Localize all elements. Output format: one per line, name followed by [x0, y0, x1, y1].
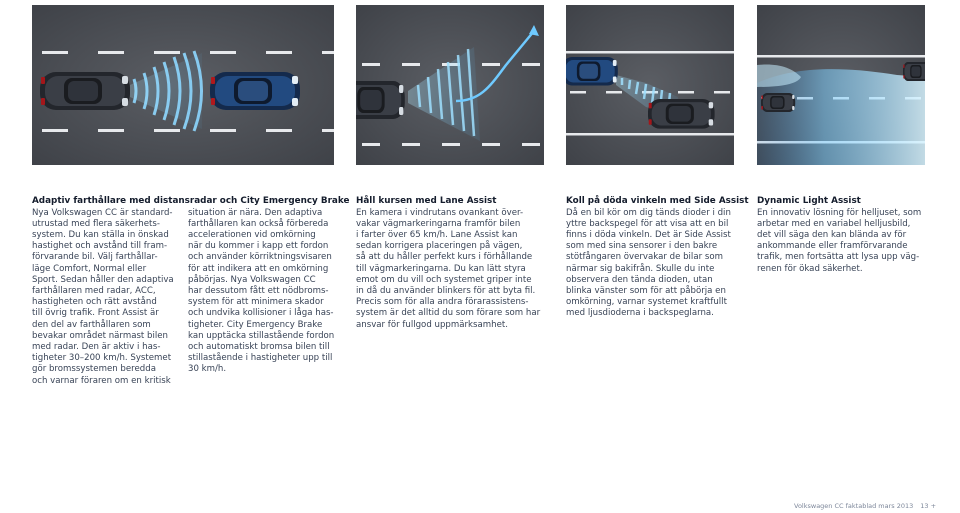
- text-line: så att du håller perfekt kurs i förhållande: [356, 252, 533, 263]
- text-line: tigheter 30–200 km/h. Systemet: [32, 353, 172, 364]
- text-line: system. Du kan ställa in önskad: [32, 229, 169, 240]
- text-line: farthållaren med radar, ACC,: [32, 285, 156, 296]
- text-line: Nya Volkswagen CC är standard-: [32, 207, 173, 218]
- page-number: 13 +: [920, 502, 937, 510]
- text-line: ankommande eller framförvarande: [757, 241, 908, 252]
- text-line: renen för ökad säkerhet.: [757, 263, 863, 274]
- text-line: ansvar för fullgod uppmärksamhet.: [356, 319, 508, 330]
- text-line: hastighet och avstånd till fram-: [32, 241, 168, 252]
- side-assist-section: [566, 196, 748, 320]
- dynamic-light-section: [757, 196, 953, 275]
- text-line: med ljusdioderna i backspeglarna.: [566, 308, 714, 319]
- text-line: emot om du vill och systemet griper inte: [356, 274, 532, 285]
- text-line: sedan korrigera placeringen på vägen,: [356, 241, 523, 252]
- text-line: och automatiskt bromsa bilen till: [188, 341, 330, 352]
- text-line: för att indikera att en omkörning: [188, 263, 329, 274]
- text-line: bevakar området närmast bilen: [32, 330, 168, 341]
- text-line: observera den tända dioden, utan: [566, 274, 713, 285]
- text-line: kan upptäcka stillastående fordon: [188, 330, 335, 341]
- text-line: arbetar med en variabel helljusbild,: [757, 218, 911, 229]
- acc-photo: [32, 5, 334, 165]
- text-line: vakar vägmarkeringarna framför bilen: [356, 218, 521, 229]
- lane-assist-section: [356, 196, 552, 331]
- text-line: stillastående i hastigheter upp till: [188, 353, 333, 364]
- text-line: till övrig trafik. Front Assist är: [32, 308, 159, 319]
- text-line: blinka vänster som för att påbörja en: [566, 285, 726, 296]
- text-line: yttre backspegel för att visa att en bil: [566, 218, 729, 229]
- text-line: påbörjas. Nya Volkswagen CC: [188, 274, 316, 285]
- text-line: system är det alltid du som förare som har: [356, 308, 541, 319]
- text-line: utrustad med flera säkerhets-: [32, 218, 160, 229]
- acc-section: [32, 196, 350, 386]
- footer-text: Volkswagen CC faktablad mars 2013: [794, 502, 914, 510]
- text-line: det vill säga den kan blända av för: [757, 229, 907, 240]
- side-assist-heading: Koll på döda vinkeln med Side Assist: [566, 196, 749, 206]
- text-line: situation är nära. Den adaptiva: [188, 207, 323, 218]
- text-line: den del av farthållaren som: [32, 319, 151, 330]
- text-line: En kamera i vindrutans ovankant över-: [356, 207, 524, 218]
- text-line: Precis som för alla andra förarassistens-: [356, 297, 529, 308]
- text-line: 30 km/h.: [188, 364, 227, 375]
- text-line: omkörning, varnar systemet kraftfullt: [566, 297, 727, 308]
- text-line: system för att minimera skador: [188, 297, 324, 308]
- text-line: när du kommer i kapp ett fordon: [188, 241, 329, 252]
- text-line: accelerationen vid omkörning: [188, 229, 316, 240]
- dynamic-light-photo: [757, 5, 925, 165]
- side-assist-photo: [566, 5, 734, 165]
- text-line: in då du använder blinkers för att byta fil.: [356, 285, 536, 296]
- text-line: och använder körriktningsvisaren: [188, 252, 332, 263]
- acc-heading: Adaptiv farthållare med distansradar och City Emergency Brake: [32, 196, 350, 206]
- text-line: har dessutom fått ett nödbroms-: [188, 285, 329, 296]
- text-line: trafik, men fortsätta att lysa upp väg-: [757, 252, 920, 263]
- text-line: gör bromssystemen beredda: [32, 364, 156, 375]
- text-line: med radar. Den är aktiv i has-: [32, 341, 161, 352]
- text-line: Då en bil kör om dig tänds dioder i din: [566, 207, 731, 218]
- text-line: närmar sig bakifrån. Skulle du inte: [566, 263, 715, 274]
- page-footer: [794, 502, 936, 510]
- text-line: tigheter. City Emergency Brake: [188, 319, 323, 330]
- text-line: och varnar föraren om en kritisk: [32, 375, 171, 386]
- text-line: finns i döda vinkeln. Det är Side Assist: [566, 229, 731, 240]
- acc-col1: [32, 208, 184, 387]
- acc-col2: [188, 208, 348, 376]
- text-line: Sport. Sedan håller den adaptiva: [32, 274, 174, 285]
- dynamic-light-heading: Dynamic Light Assist: [757, 196, 861, 206]
- text-line: i farter över 65 km/h. Lane Assist kan: [356, 229, 518, 240]
- text-line: stötfångaren övervakar de bilar som: [566, 252, 723, 263]
- lane-assist-photo: [356, 5, 544, 165]
- text-line: En innovativ lösning för helljuset, som: [757, 207, 922, 218]
- text-line: och undvika kollisioner i låga has-: [188, 308, 334, 319]
- lane-assist-heading: Håll kursen med Lane Assist: [356, 196, 497, 206]
- text-line: förvarande bil. Välj farthållar-: [32, 252, 158, 263]
- text-line: till vägmarkeringarna. Du kan lätt styra: [356, 263, 526, 274]
- text-line: hastigheten och rätt avstånd: [32, 297, 157, 308]
- text-line: läge Comfort, Normal eller: [32, 263, 147, 274]
- text-line: som med sina sensorer i den bakre: [566, 241, 718, 252]
- text-line: farthållaren kan också förbereda: [188, 218, 329, 229]
